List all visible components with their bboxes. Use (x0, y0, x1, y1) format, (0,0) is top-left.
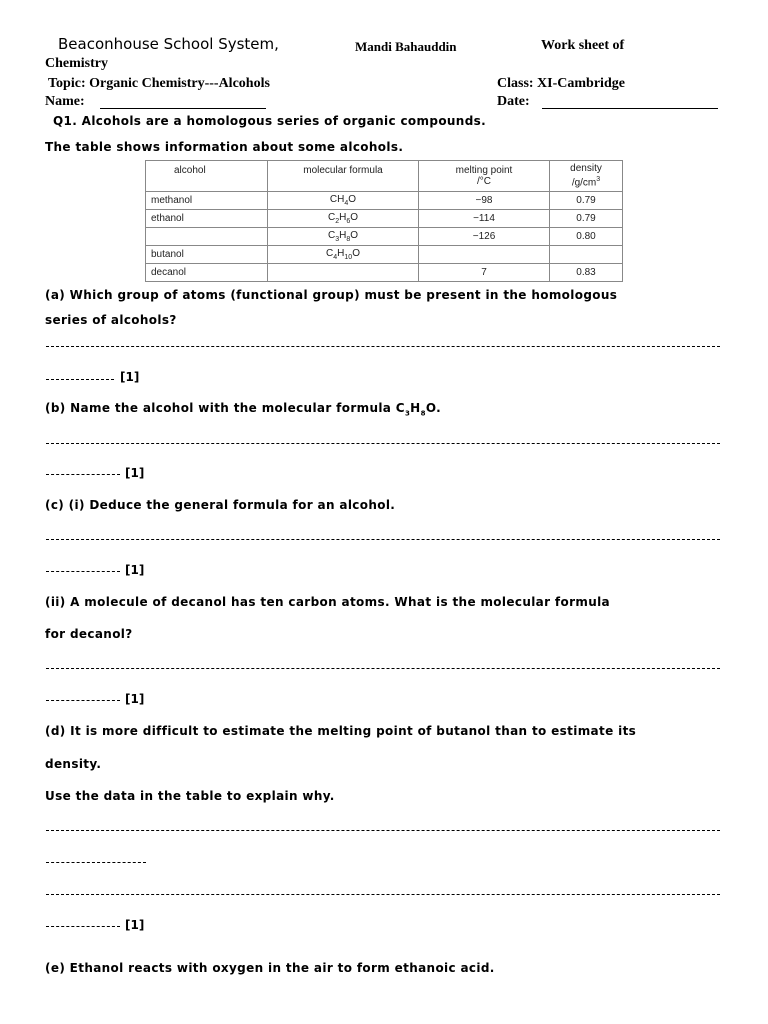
mark-b: [1] (125, 466, 145, 480)
question-a-line1: (a) Which group of atoms (functional group) must be present in the homologous (45, 288, 618, 302)
cell-alcohol: methanol (146, 192, 268, 210)
answer-line-a-1[interactable] (46, 346, 720, 347)
table-intro: The table shows information about some alcohols. (45, 140, 404, 154)
table-row (146, 192, 623, 210)
name-blank[interactable] (100, 108, 266, 109)
cell-formula: $CH_4O$ (268, 192, 419, 210)
cell-formula: $C_3H_8O$ (268, 228, 419, 246)
answer-line-a-2[interactable] (46, 379, 114, 380)
name-label: Name: (45, 94, 85, 109)
question-d-line1: (d) It is more difficult to estimate the melting point of butanol than to estimate its (45, 724, 637, 738)
class-label: Class: XI-Cambridge (497, 76, 625, 91)
date-label: Date: (497, 94, 530, 109)
answer-line-d-4[interactable] (46, 926, 120, 927)
question-c-ii-line2: for decanol? (45, 627, 133, 641)
mark-c-ii: [1] (125, 692, 145, 706)
cell-melting-point: −98 (419, 192, 550, 210)
answer-line-b-2[interactable] (46, 474, 120, 475)
answer-line-d-1[interactable] (46, 830, 720, 831)
answer-line-c-i-1[interactable] (46, 539, 720, 540)
subject-label: Chemistry (45, 56, 108, 71)
alcohol-table (145, 160, 623, 282)
table-row (146, 210, 623, 228)
branch-name: Mandi Bahauddin (355, 39, 457, 54)
answer-line-c-ii-1[interactable] (46, 668, 720, 669)
answer-line-c-ii-2[interactable] (46, 700, 120, 701)
cell-alcohol: butanol (146, 246, 268, 264)
answer-line-b-1[interactable] (46, 443, 720, 444)
cell-formula (268, 264, 419, 282)
table-row (146, 246, 623, 264)
cell-melting-point (419, 246, 550, 264)
cell-density (550, 246, 623, 264)
cell-melting-point: 7 (419, 264, 550, 282)
header-density: density $/g/cm^3$ (550, 161, 623, 192)
cell-formula: $C_2H_6O$ (268, 210, 419, 228)
question-c-i: (c) (i) Deduce the general formula for an alcohol. (45, 498, 396, 512)
question-e-line1: (e) Ethanol reacts with oxygen in the air to form ethanoic acid. (45, 961, 495, 975)
cell-density: 0.79 (550, 192, 623, 210)
header-formula: molecular formula (268, 161, 419, 192)
cell-alcohol: ethanol (146, 210, 268, 228)
cell-melting-point: −126 (419, 228, 550, 246)
answer-line-d-3[interactable] (46, 894, 720, 895)
cell-alcohol: decanol (146, 264, 268, 282)
mark-d: [1] (125, 918, 145, 932)
table-header-row (146, 161, 623, 192)
cell-density: 0.83 (550, 264, 623, 282)
answer-line-d-2[interactable] (46, 862, 146, 863)
table-row (146, 228, 623, 246)
mark-c-i: [1] (125, 563, 145, 577)
school-name: Beaconhouse School System, (58, 35, 279, 53)
q1-intro: Q1. Alcohols are a homologous series of organic compounds. (53, 114, 487, 128)
question-b: (b) Name the alcohol with the molecular formula $C_3H_8O$. (45, 401, 442, 418)
question-d-line2: density. (45, 757, 102, 771)
answer-line-c-i-2[interactable] (46, 571, 120, 572)
topic-label: Topic: Organic Chemistry---Alcohols (48, 76, 270, 91)
header-melting-point: melting point /°C (419, 161, 550, 192)
date-blank[interactable] (542, 108, 718, 109)
question-a-line2: series of alcohols? (45, 313, 177, 327)
cell-density: 0.79 (550, 210, 623, 228)
table-row (146, 264, 623, 282)
cell-alcohol (146, 228, 268, 246)
cell-melting-point: −114 (419, 210, 550, 228)
header-alcohol: alcohol (146, 161, 268, 192)
mark-a: [1] (120, 370, 140, 384)
worksheet-label: Work sheet of (541, 38, 625, 53)
cell-formula: $C_4H_{10}O$ (268, 246, 419, 264)
question-c-ii-line1: (ii) A molecule of decanol has ten carbon atoms. What is the molecular formula (45, 595, 611, 609)
cell-density: 0.80 (550, 228, 623, 246)
question-d-line3: Use the data in the table to explain why. (45, 789, 335, 803)
